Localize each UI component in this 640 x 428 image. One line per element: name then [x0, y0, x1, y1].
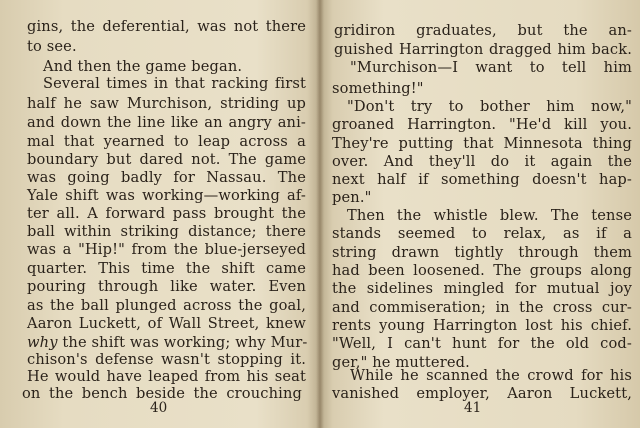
text-line: stands seemed to relax, as if a [332, 225, 632, 242]
text-line: ger," he muttered. [332, 354, 470, 371]
text-line: And then the game began. [43, 58, 243, 75]
text-line: and commiseration; in the cross cur- [332, 299, 632, 316]
text-line: was going badly for Nassau. The [27, 169, 306, 186]
text-line: groaned Harrington. "He'd kill you. [332, 116, 632, 133]
text-line: He would have leaped from his seat [27, 368, 306, 385]
text-line: guished Harrington dragged him back. [334, 41, 632, 58]
text-line: to see. [27, 38, 77, 55]
text-line: gins, the deferential, was not there [27, 18, 306, 35]
text-line: why the shift was working; why Mur- [27, 334, 308, 351]
text-line: Yale shift was working—working af- [27, 187, 306, 204]
text-line: Then the whistle blew. The tense [347, 207, 632, 224]
text-line: gridiron graduates, but the an- [334, 22, 632, 39]
text-line: pen." [332, 189, 372, 206]
text-line: Aaron Luckett, of Wall Street, knew [27, 315, 306, 332]
text-line: on the bench beside the crouching [22, 385, 302, 402]
page-number: 41 [464, 400, 482, 416]
text-line: They're putting that Minnesota thing [332, 135, 632, 152]
text-line: rents young Harrington lost his chief. [332, 317, 632, 334]
text-line: half he saw Murchison, striding up [27, 95, 306, 112]
text-line: mal that yearned to leap across a [27, 133, 306, 150]
text-line: as the ball plunged across the goal, [27, 297, 306, 314]
text-line: the sidelines mingled for mutual joy [332, 280, 632, 297]
text-line: next half if something doesn't hap- [332, 171, 632, 188]
text-line: While he scanned the crowd for his [350, 367, 632, 384]
text-line: "Murchison—I want to tell him [350, 59, 632, 76]
text-line: over. And they'll do it again the [332, 153, 632, 170]
text-line: string drawn tightly through them [332, 244, 632, 261]
text-line: "Well, I can't hunt for the old cod- [332, 335, 632, 352]
page-number: 40 [150, 400, 168, 416]
right-page [322, 0, 640, 428]
text-line: chison's defense wasn't stopping it. [27, 351, 306, 368]
text-line: was a "Hip!" from the blue-jerseyed [27, 241, 306, 258]
left-page [0, 0, 318, 428]
text-line: boundary but dared not. The game [27, 151, 306, 168]
text-line: "Don't try to bother him now," [347, 98, 632, 115]
text-line: pouring through like water. Even [27, 278, 306, 295]
emphasis: why [27, 334, 58, 351]
text-line: and down the line like an angry ani- [27, 114, 306, 131]
text-line: something!" [332, 80, 424, 97]
text-line: vanished employer, Aaron Luckett, [332, 385, 632, 402]
text-line: had been loosened. The groups along [332, 262, 632, 279]
text-line: Several times in that racking first [43, 75, 306, 92]
text-line: ter all. A forward pass brought the [27, 205, 306, 222]
text-line: ball within striking distance; there [27, 223, 306, 240]
text-line: quarter. This time the shift came [27, 260, 306, 277]
